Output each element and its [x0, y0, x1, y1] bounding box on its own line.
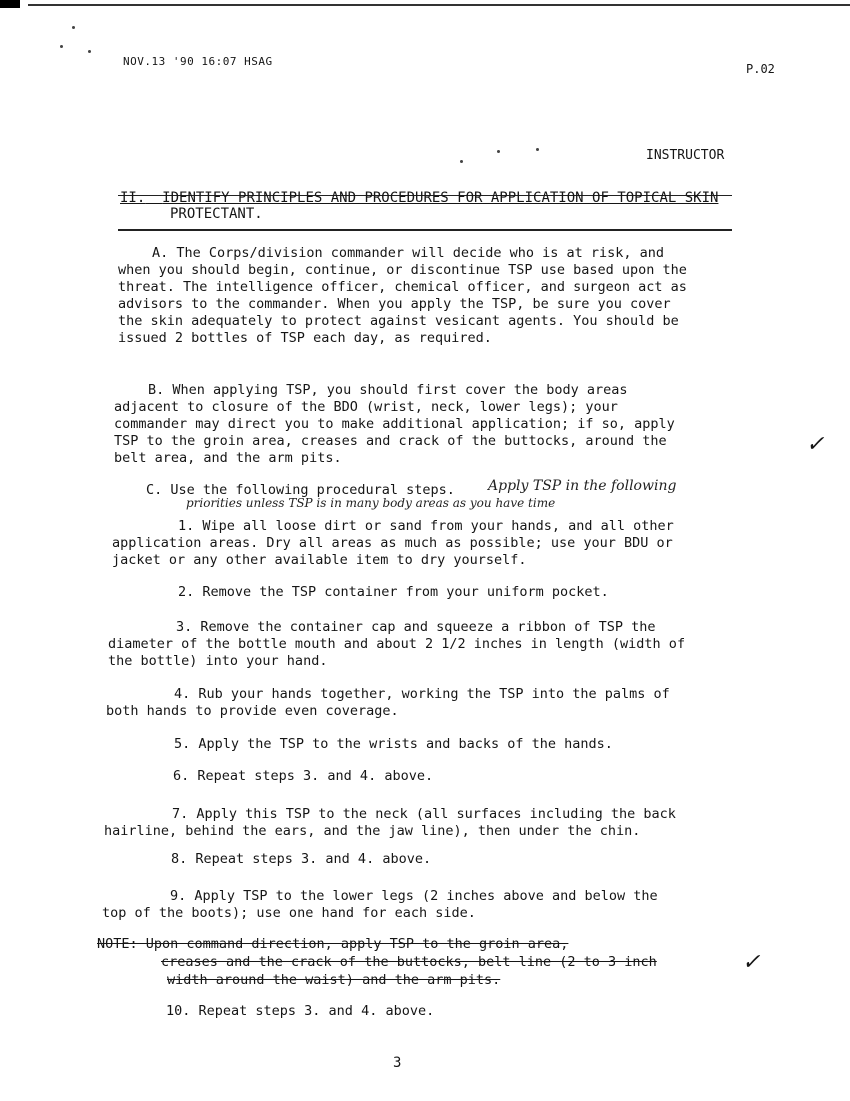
step-9 [102, 888, 658, 922]
step-4-line: 4. Rub your hands together, working the TSP into the palms of [174, 686, 670, 702]
paragraph-b-line: B. When applying TSP, you should first cover the body areas [148, 382, 628, 398]
paragraph-b-line: TSP to the groin area, creases and crack of the buttocks, around the [114, 433, 667, 449]
struck-note-line: creases and the crack of the buttocks, belt line (2 to 3 inch [161, 954, 657, 970]
fax-page-label: P.02 [746, 62, 775, 76]
step-3-line: diameter of the bottle mouth and about 2 1/2 inches in length (width of [108, 636, 686, 652]
fax-header-line: NOV.13 '90 16:07 HSAG [123, 55, 273, 68]
handwritten-note-line1: Apply TSP in the following [488, 478, 677, 494]
step-8: 8. Repeat steps 3. and 4. above. [171, 851, 432, 867]
step-5: 5. Apply the TSP to the wrists and backs of the hands. [174, 736, 613, 752]
step-4 [106, 686, 670, 720]
step-1-line: 1. Wipe all loose dirt or sand from your hands, and all other [178, 518, 674, 534]
step-1-line: jacket or any other available item to dry yourself. [112, 552, 527, 568]
step-2: 2. Remove the TSP container from your uniform pocket. [178, 584, 609, 600]
section-title-line1: IDENTIFY PRINCIPLES AND PROCEDURES FOR APPLICATION OF TOPICAL SKIN [162, 190, 719, 206]
paragraph-a-line: threat. The intelligence officer, chemical officer, and surgeon act as [118, 279, 687, 295]
step-3-line: the bottle) into your hand. [108, 653, 328, 669]
scan-speck [460, 160, 463, 163]
step-1 [112, 518, 674, 569]
struck-note-line: width around the waist) and the arm pits. [167, 972, 501, 988]
step-10: 10. Repeat steps 3. and 4. above. [166, 1003, 435, 1019]
handwritten-checkmark: ✓ [806, 432, 825, 457]
section-heading [120, 190, 718, 206]
scan-speck [72, 26, 75, 29]
audience-label: INSTRUCTOR [646, 148, 725, 163]
fax-top-edge [28, 4, 850, 6]
page-number: 3 [393, 1055, 402, 1071]
paragraph-a-line: advisors to the commander. When you apply the TSP, be sure you cover [118, 296, 671, 312]
paragraph-b-line: commander may direct you to make additional application; if so, apply [114, 416, 675, 432]
handwritten-checkmark: ✓ [742, 950, 761, 975]
step-4-line: both hands to provide even coverage. [106, 703, 399, 719]
scan-corner-mark [0, 0, 20, 8]
step-7-line: hairline, behind the ears, and the jaw line), then under the chin. [104, 823, 641, 839]
paragraph-a-line: the skin adequately to protect against vesicant agents. You should be [118, 313, 679, 329]
step-9-line: 9. Apply TSP to the lower legs (2 inches above and below the [170, 888, 658, 904]
paragraph-a-line: A. The Corps/division commander will decide who is at risk, and [152, 245, 665, 261]
paragraph-a-line: issued 2 bottles of TSP each day, as required. [118, 330, 492, 346]
step-9-line: top of the boots); use one hand for each side. [102, 905, 476, 921]
scan-speck [88, 50, 91, 53]
handwritten-note-line2: priorities unless TSP is in many body areas as you have time [186, 496, 556, 510]
struck-note-line: NOTE: Upon command direction, apply TSP to the groin area, [97, 936, 569, 952]
step-7 [104, 806, 676, 840]
scan-speck [497, 150, 500, 153]
paragraph-a [118, 245, 687, 347]
paragraph-c-intro: C. Use the following procedural steps. [146, 482, 455, 498]
step-6: 6. Repeat steps 3. and 4. above. [173, 768, 434, 784]
section-title-line2: PROTECTANT. [170, 206, 263, 222]
step-3 [108, 619, 685, 670]
scan-speck [60, 45, 63, 48]
paragraph-b-line: belt area, and the arm pits. [114, 450, 342, 466]
paragraph-b-line: adjacent to closure of the BDO (wrist, neck, lower legs); your [114, 399, 618, 415]
step-7-line: 7. Apply this TSP to the neck (all surfaces including the back [172, 806, 676, 822]
struck-note [97, 935, 657, 989]
section-number: II. [120, 190, 146, 206]
paragraph-a-line: when you should begin, continue, or discontinue TSP use based upon the [118, 262, 687, 278]
scan-speck [536, 148, 539, 151]
step-1-line: application areas. Dry all areas as much as possible; use your BDU or [112, 535, 673, 551]
step-3-line: 3. Remove the container cap and squeeze a ribbon of TSP the [176, 619, 656, 635]
section-rule-bottom [118, 229, 732, 231]
paragraph-b [114, 382, 675, 467]
